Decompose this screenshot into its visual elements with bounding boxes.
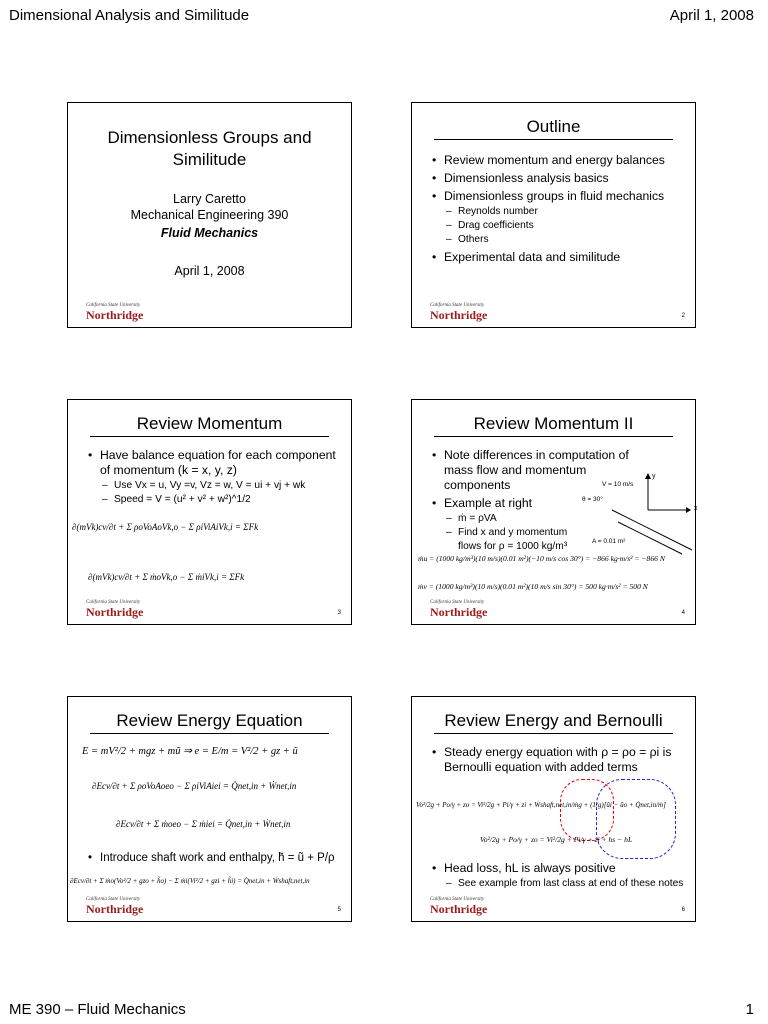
- sub-bullet: – See example from last class at end of these notes: [444, 877, 689, 891]
- university-logo: California State University Northridge: [86, 897, 144, 916]
- energy-definition: E = mV²/2 + mgz + mũ ⇒ e = E/m = V²/2 + gz + ũ: [82, 746, 298, 757]
- angle-label: θ = 30°: [582, 496, 603, 503]
- bullet: • Note differences in computation of mass flow and momentum components: [430, 448, 655, 493]
- sub-bullet: – Others: [444, 233, 689, 247]
- heat-loss-highlight: [596, 779, 676, 859]
- sub-bullet: – ṁ = ρVA: [444, 512, 655, 526]
- sub-bullet: – Use Vx = u, Vy =v, Vz = w, V = ui + vj + wk: [100, 479, 345, 493]
- sub-bullet: – Drag coefficients: [444, 219, 689, 233]
- y-momentum-equation: ṁv = (1000 kg/m³)(10 m/s)(0.01 m²)(10 m/s sin 30°) = 500 kg·m/s² = 500 N: [418, 582, 648, 591]
- page-number: 2: [681, 313, 685, 319]
- slide-3: [67, 399, 352, 625]
- slide-3-title: Review Momentum: [90, 414, 329, 437]
- slide-1-date: April 1, 2008: [174, 264, 245, 278]
- bullet: • Introduce shaft work and enthalpy, h̃ = ũ + P/ρ: [86, 851, 345, 866]
- slide-2: [411, 102, 696, 328]
- bullet: • Review momentum and energy balances: [430, 153, 689, 168]
- bullet: • Experimental data and similitude: [430, 250, 689, 265]
- page-number: 3: [337, 610, 341, 616]
- slide-4-title: Review Momentum II: [434, 414, 673, 437]
- bullet: • Dimensionless groups in fluid mechanics – Reynolds number – Drag coefficients – Others: [430, 189, 689, 247]
- bernoulli-head-equation: Vo²/2g + Po/γ + zo = Vi²/2g + Pi/γ + zi + hs − hL: [480, 835, 633, 844]
- pipe-jet-diagram: [582, 470, 698, 550]
- y-axis-label: y: [652, 473, 656, 480]
- energy-equation-1: ∂Ecv/∂t + Σ ρoVoAoeo − Σ ρiViAiei = Q̇net,in + Ẇnet,in: [92, 781, 297, 791]
- course: Mechanical Engineering 390: [130, 208, 289, 222]
- x-momentum-equation: ṁu = (1000 kg/m³)(10 m/s)(0.01 m²)(−10 m/s cos 30°) = −866 kg·m/s² = −866 N: [418, 554, 665, 563]
- slide-1: [67, 102, 352, 328]
- bullet: • Example at right – ṁ = ρVA – Find x and y momentum flows for ρ = 1000 kg/m³: [430, 496, 655, 554]
- footer-page-number: 1: [745, 1001, 754, 1018]
- bernoulli-energy-equation: Vo²/2g + Po/γ + zo = Vi²/2g + Pi/γ + zi + Ẇshaft,net,in/ṁg + (1/g)[ũi − ũo + Q̇net,in/ṁ]: [416, 801, 666, 809]
- momentum-equation-2: ∂(mVk)cv/∂t + Σ ṁoVk,o − Σ ṁiVk,i = ΣFk: [88, 572, 245, 582]
- page-number: 6: [681, 907, 685, 913]
- sub-bullet: – Reynolds number: [444, 205, 689, 219]
- subject: Fluid Mechanics: [160, 226, 259, 240]
- slide-6-title: Review Energy and Bernoulli: [434, 711, 673, 734]
- bullet: • Dimensionless analysis basics: [430, 171, 689, 186]
- slide-5: [67, 696, 352, 922]
- header-title: Dimensional Analysis and Similitude: [9, 7, 250, 24]
- velocity-label: V = 10 m/s: [602, 481, 634, 488]
- page-number: 4: [681, 610, 685, 616]
- slide-2-title: Outline: [434, 117, 673, 140]
- bullet: • Have balance equation for each component of momentum (k = x, y, z) – Use Vx = u, Vy =v, Vz = w, V = ui + vj + wk – Speed = V = (u² + v² + w²)^1/2: [86, 448, 345, 507]
- outline-list: [430, 153, 689, 268]
- area-label: A = 0.01 m²: [592, 538, 626, 545]
- shaft-work-energy-equation: ∂Ecv/∂t + Σ ṁo(Vo²/2 + gzo + h̃o) − Σ ṁi(Vi²/2 + gzi + h̃i) = Q̇net,in + Ẇshaft,net,in: [70, 877, 310, 885]
- university-logo: California State University Northridge: [430, 600, 488, 619]
- x-axis-label: x: [694, 505, 698, 512]
- footer-course: ME 390 – Fluid Mechanics: [9, 1001, 186, 1018]
- university-logo: California State University Northridge: [430, 897, 488, 916]
- university-logo: California State University Northridge: [86, 600, 144, 619]
- header-date: April 1, 2008: [669, 7, 754, 24]
- slide-1-title: Dimensionless Groups and Similitude: [107, 128, 312, 169]
- slide-6: [411, 696, 696, 922]
- bullet: • Head loss, hL is always positive – See example from last class at end of these notes: [430, 861, 689, 891]
- slide-5-title: Review Energy Equation: [90, 711, 329, 734]
- bullet: • Steady energy equation with ρ = ρo = ρi is Bernoulli equation with added terms: [430, 745, 689, 775]
- page-number: 5: [337, 907, 341, 913]
- slide-4: [411, 399, 696, 625]
- sub-bullet: – Find x and y momentum flows for ρ = 1000 kg/m³: [444, 526, 578, 554]
- author: Larry Caretto: [173, 192, 246, 206]
- energy-equation-2: ∂Ecv/∂t + Σ ṁoeo − Σ ṁiei = Q̇net,in + Ẇnet,in: [116, 819, 291, 829]
- momentum-equation-1: ∂(mVk)cv/∂t + Σ ρoVoAoVk,o − Σ ρiViAiVk,i = ΣFk: [72, 522, 259, 532]
- sub-bullet: – Speed = V = (u² + v² + w²)^1/2: [100, 493, 345, 507]
- university-logo: California State University Northridge: [430, 303, 488, 322]
- university-logo: California State University Northridge: [86, 303, 144, 322]
